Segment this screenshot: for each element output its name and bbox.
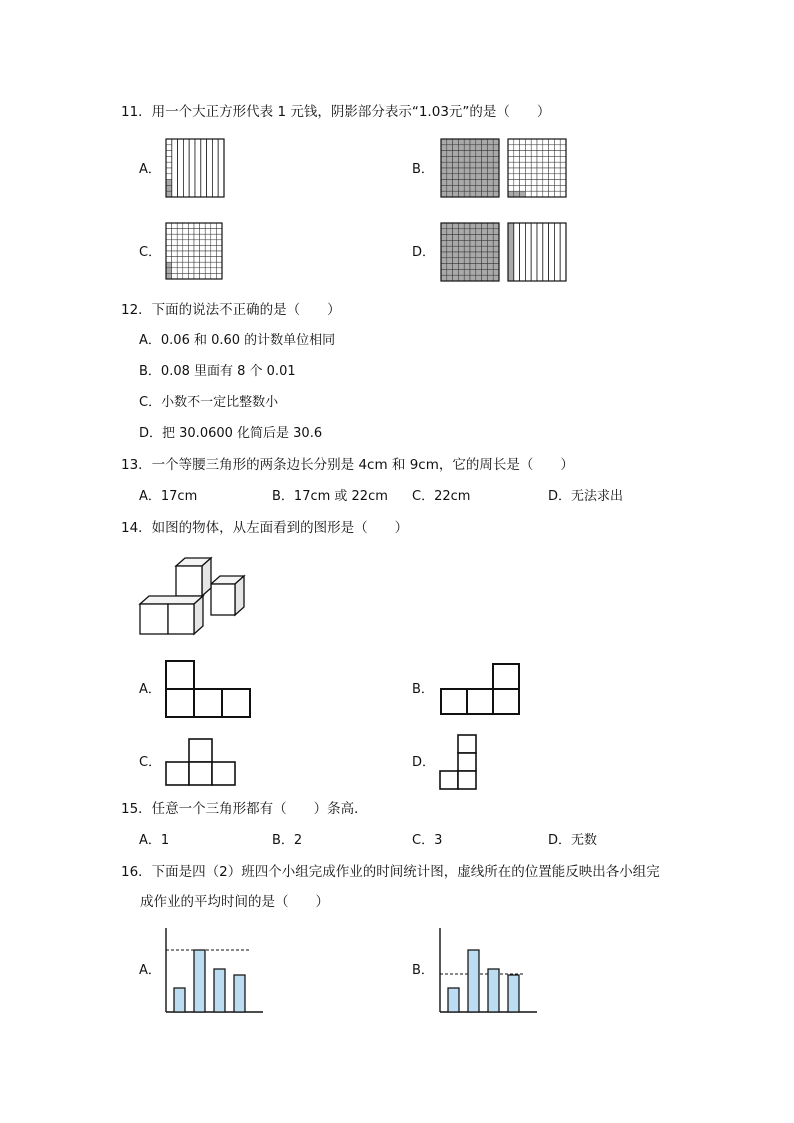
q14-label-b[interactable]: B． <box>412 682 434 697</box>
q12-option-c[interactable]: C．小数不一定比整数小 <box>139 395 279 410</box>
q11-option-a-grid[interactable] <box>165 138 225 198</box>
q14-option-c-view[interactable] <box>164 737 238 787</box>
q11-stem: 11．用一个大正方形代表 1 元钱，阴影部分表示“1.03元”的是（ ） <box>121 104 551 120</box>
q11-label-d[interactable]: D． <box>412 245 436 260</box>
q11-label-a[interactable]: A． <box>139 162 161 177</box>
q16-label-a[interactable]: A． <box>139 963 161 978</box>
q11d-strips <box>508 223 566 281</box>
q11c-grid <box>166 223 222 279</box>
q13-option-a[interactable]: A．17cm <box>139 489 198 504</box>
q13-stem: 13．一个等腰三角形的两条边长分别是 4cm 和 9cm，它的周长是（ ） <box>121 457 574 473</box>
q15-option-a[interactable]: A．1 <box>139 833 170 848</box>
q11-option-b-grids[interactable] <box>440 138 568 198</box>
q16-stem-line2: 成作业的平均时间的是（ ） <box>140 894 329 910</box>
q14-label-c[interactable]: C． <box>139 755 162 770</box>
q11-label-c[interactable]: C． <box>139 245 162 260</box>
q14-label-d[interactable]: D． <box>412 755 436 770</box>
q15-stem: 15．任意一个三角形都有（ ）条高． <box>121 801 368 817</box>
q15-option-b[interactable]: B．2 <box>272 833 303 848</box>
q15-option-d[interactable]: D．无数 <box>548 833 598 848</box>
q14-label-a[interactable]: A． <box>139 682 161 697</box>
q11b-grid-partial <box>508 139 566 197</box>
q14-stem: 14．如图的物体，从左面看到的图形是（ ） <box>121 520 409 536</box>
q14-cube-object <box>136 552 248 636</box>
q13-option-d[interactable]: D．无法求出 <box>548 489 624 504</box>
q12-option-b[interactable]: B．0.08 里面有 8 个 0.01 <box>139 364 296 379</box>
q16-label-b[interactable]: B． <box>412 963 434 978</box>
q15-option-c[interactable]: C．3 <box>412 833 443 848</box>
q11a-grid <box>166 139 224 197</box>
q16-option-b-chart[interactable] <box>437 926 541 1016</box>
q13-option-b[interactable]: B．17cm 或 22cm <box>272 489 388 504</box>
q16-stem-line1: 16．下面是四（2）班四个小组完成作业的时间统计图，虚线所在的位置能反映出各小组完 <box>121 864 660 880</box>
q16b-bar-2 <box>468 950 479 1012</box>
q12-stem: 12．下面的说法不正确的是（ ） <box>121 302 341 318</box>
q16a-bar-4 <box>234 975 245 1012</box>
q16b-bar-3 <box>488 969 499 1012</box>
q16a-bar-3 <box>214 969 225 1012</box>
q12-option-a[interactable]: A．0.06 和 0.60 的计数单位相同 <box>139 333 336 348</box>
q14-option-b-view[interactable] <box>438 662 522 716</box>
q11-label-b[interactable]: B． <box>412 162 434 177</box>
q13-option-c[interactable]: C．22cm <box>412 489 471 504</box>
q14-option-a-view[interactable] <box>164 659 252 719</box>
q14-option-d-view[interactable] <box>438 733 480 791</box>
q16a-bar-2 <box>194 950 205 1012</box>
q16b-bar-1 <box>448 988 459 1012</box>
q11d-grid-full <box>441 223 499 281</box>
q16-option-a-chart[interactable] <box>163 926 267 1016</box>
q11-option-c-grid[interactable] <box>165 222 223 280</box>
q16b-bar-4 <box>508 975 519 1012</box>
q11b-grid-full <box>441 139 499 197</box>
q12-option-d[interactable]: D．把 30.0600 化简后是 30.6 <box>139 426 323 441</box>
q16a-bar-1 <box>174 988 185 1012</box>
q11-option-d-grids[interactable] <box>440 222 568 282</box>
